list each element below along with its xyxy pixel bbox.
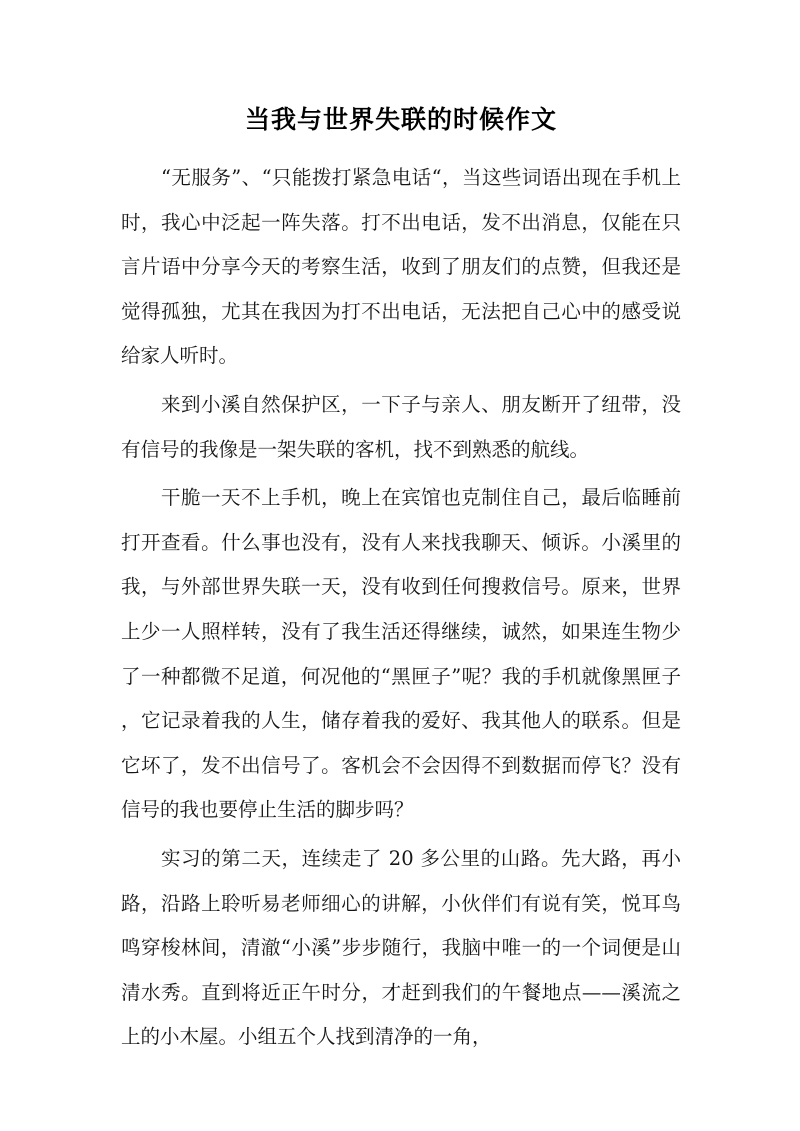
paragraph-1: “无服务”、“只能拨打紧急电话“，当这些词语出现在手机上时，我心中泛起一阵失落。打不出电话，发不出消息，仅能在只言片语中分享今天的考察生活，收到了朋友们的点赞，但我还是觉得孤独，尤其在我因为打不出电话，无法把自己心中的感受说给家人听时。 bbox=[121, 166, 681, 368]
document-title: 当我与世界失联的时候作文 bbox=[244, 105, 557, 134]
paragraph-4: 实习的第二天，连续走了 20 多公里的山路。先大路，再小路，沿路上聆听易老师细心的讲解，小伙伴们有说有笑，悦耳鸟鸣穿梭林间，清澈“小溪”步步随行，我脑中唯一的一个词便是山清水秀。直到将近正午时分，才赶到我们的午餐地点——溪流之上的小木屋。小组五个人找到清净的一角， bbox=[121, 846, 681, 1049]
paragraph-2: 来到小溪自然保护区，一下子与亲人、朋友断开了纽带，没有信号的我像是一架失联的客机，找不到熟悉的航线。 bbox=[121, 392, 681, 461]
paragraph-3: 干脆一天不上手机，晚上在宾馆也克制住自己，最后临睡前打开查看。什么事也没有，没有人来找我聊天、倾诉。小溪里的我，与外部世界失联一天，没有收到任何搜救信号。原来，世界上少一人照样转，没有了我生活还得继续，诚然，如果连生物少了一种都微不足道，何况他的“黑匣子”呢？我的手机就像黑匣子，它记录着我的人生，储存着我的爱好、我其他人的联系。但是它坏了，发不出信号了。客机会不会因得不到数据而停飞？没有信号的我也要停止生活的脚步吗？ bbox=[121, 486, 681, 822]
